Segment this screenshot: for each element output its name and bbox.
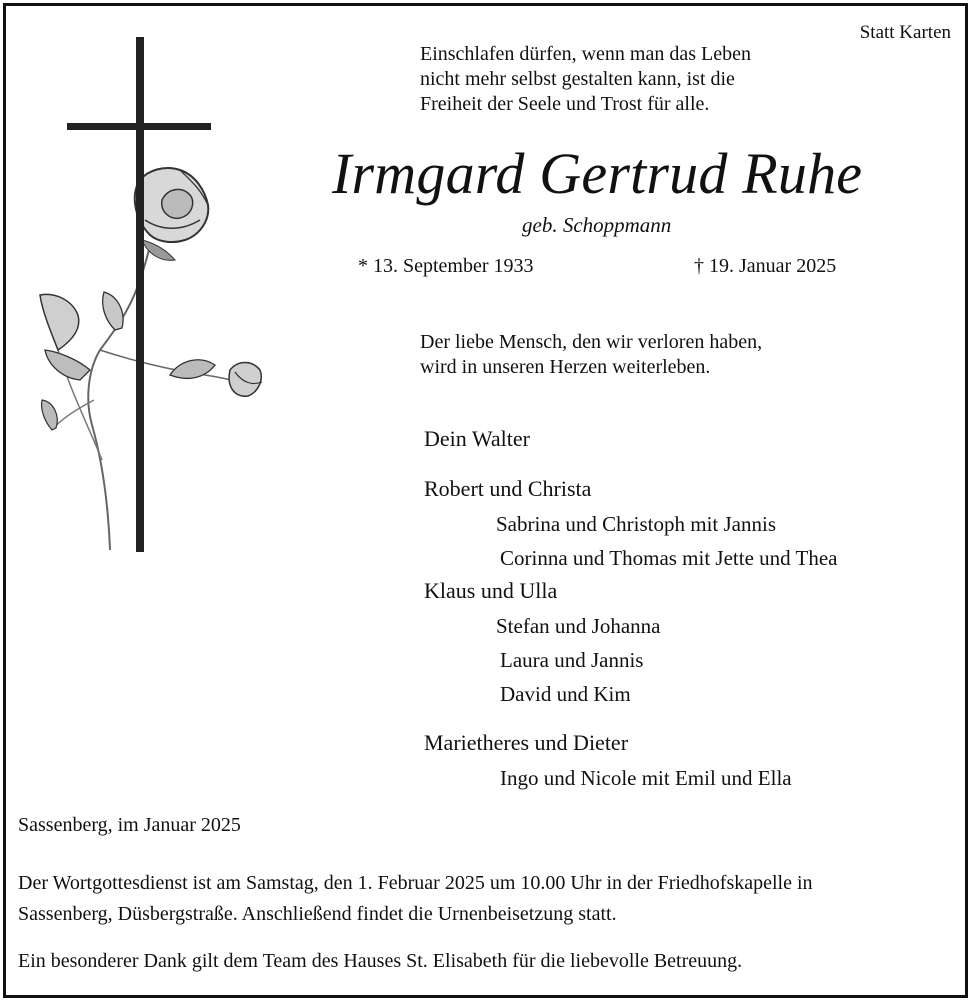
rose-icon — [40, 168, 262, 550]
family-child: David und Kim — [500, 682, 631, 706]
family-parents: Marietheres und Dieter — [424, 730, 629, 755]
service-line: Der Wortgottesdienst ist am Samstag, den 1. Februar 2025 um 10.00 Uhr in der Friedhofskapelle in — [18, 872, 813, 894]
family-parents: Klaus und Ulla — [424, 578, 558, 603]
quote-line: Freiheit der Seele und Trost für alle. — [420, 93, 710, 115]
service-info — [18, 868, 948, 930]
verse-line: Der liebe Mensch, den wir verloren haben, — [420, 331, 763, 353]
place-date: Sassenberg, im Januar 2025 — [18, 814, 241, 836]
family-child: Corinna und Thomas mit Jette und Thea — [500, 546, 838, 570]
quote-line: nicht mehr selbst gestalten kann, ist die — [420, 68, 735, 90]
opening-quote — [420, 42, 840, 117]
family-child: Sabrina und Christoph mit Jannis — [496, 512, 776, 536]
birth-date: * 13. September 1933 — [358, 255, 534, 277]
thanks-note: Ein besonderer Dank gilt dem Team des Hauses St. Elisabeth für die liebevolle Betreuung. — [18, 950, 743, 972]
maiden-name: geb. Schoppmann — [522, 213, 672, 237]
quote-line: Einschlafen dürfen, wenn man das Leben — [420, 43, 751, 65]
family-parents: Robert und Christa — [424, 476, 592, 501]
death-date: † 19. Januar 2025 — [694, 255, 837, 277]
service-line: Sassenberg, Düsbergstraße. Anschließend findet die Urnenbeisetzung statt. — [18, 903, 617, 925]
verse-line: wird in unseren Herzen weiterleben. — [420, 356, 711, 378]
husband-name: Dein Walter — [424, 426, 530, 451]
memorial-verse — [420, 330, 840, 380]
deceased-name: Irmgard Gertrud Ruhe — [332, 141, 863, 206]
family-child: Stefan und Johanna — [496, 614, 661, 638]
family-child: Laura und Jannis — [500, 648, 644, 672]
cross-icon — [67, 37, 211, 552]
family-child: Ingo und Nicole mit Emil und Ella — [500, 766, 792, 790]
cross-rose-illustration — [30, 30, 280, 570]
statt-karten-note: Statt Karten — [859, 22, 951, 43]
